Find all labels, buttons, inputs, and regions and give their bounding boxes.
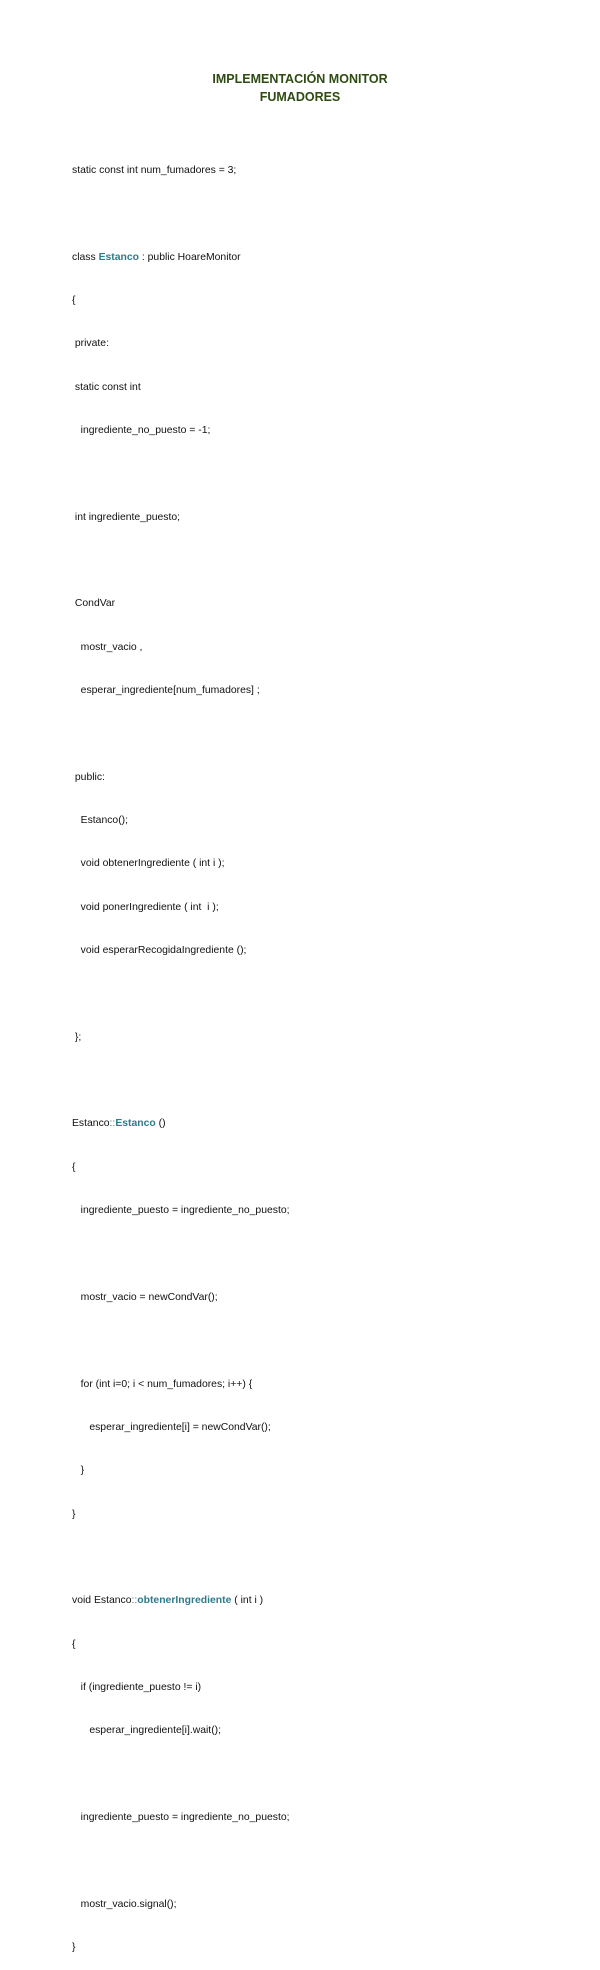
code-line-init-mostr-vacio: mostr_vacio = newCondVar(); (72, 1291, 218, 1303)
scope-class-name: Estanco (72, 1118, 110, 1130)
code-blank-line (72, 1551, 572, 1565)
class-inheritance: : public HoareMonitor (138, 251, 241, 263)
code-line-static-const: static const int (72, 381, 141, 393)
document-title-line-1: IMPLEMENTACIÓN MONITOR (212, 72, 388, 86)
code-listing (72, 135, 572, 1970)
code-line-constructor-decl: Estanco(); (72, 815, 129, 827)
class-keyword: class (72, 251, 99, 263)
code-line-close-method: } (72, 1942, 76, 1953)
constructor-name: Estanco (115, 1118, 156, 1130)
code-line-init-esperar: esperar_ingrediente[i] = newCondVar(); (72, 1421, 271, 1433)
constructor-params: () (155, 1118, 166, 1130)
code-line-poner-decl: void ponerIngrediente ( int i ); (72, 901, 219, 913)
code-line-condvar: CondVar (72, 598, 116, 610)
class-name-estanco: Estanco (98, 251, 139, 263)
code-line-ingrediente-puesto: int ingrediente_puesto; (72, 511, 181, 523)
code-line-init-ingrediente: ingrediente_puesto = ingrediente_no_puesto; (72, 1205, 290, 1217)
scope-operator: :: (131, 1595, 138, 1607)
return-and-class: void Estanco (72, 1595, 132, 1607)
code-line-for-loop: for (int i=0; i < num_fumadores; i++) { (72, 1378, 253, 1390)
code-line-private: private: (72, 338, 109, 350)
code-line-if-condition: if (ingrediente_puesto != i) (72, 1681, 202, 1693)
document-title-line-2: FUMADORES (259, 90, 341, 104)
code-line-reset-ingrediente: ingrediente_puesto = ingrediente_no_puesto; (72, 1811, 290, 1823)
code-blank-line (72, 554, 572, 568)
code-line-close-constructor: } (72, 1508, 76, 1520)
code-blank-line (72, 1074, 572, 1088)
code-blank-line (72, 1248, 572, 1262)
code-blank-line (72, 1854, 572, 1868)
code-blank-line (72, 207, 572, 221)
code-blank-line (72, 987, 572, 1001)
code-line-public: public: (72, 771, 105, 783)
code-line-open-brace: { (72, 1161, 76, 1173)
code-line-class-declaration (72, 251, 572, 265)
code-line-ingrediente-no-puesto: ingrediente_no_puesto = -1; (72, 424, 211, 436)
code-line-esperar-recogida-decl: void esperarRecogidaIngrediente (); (72, 945, 247, 957)
code-line-wait: esperar_ingrediente[i].wait(); (72, 1725, 222, 1737)
code-line-obtener-decl: void obtenerIngrediente ( int i ); (72, 858, 225, 870)
code-blank-line (72, 1334, 572, 1348)
code-blank-line (72, 467, 572, 481)
code-line-num-fumadores: static const int num_fumadores = 3; (72, 164, 237, 176)
code-line-constructor-def (72, 1117, 572, 1131)
scope-operator: :: (109, 1118, 116, 1130)
code-line-obtener-def (72, 1594, 572, 1608)
code-line-open-brace: { (72, 1638, 76, 1650)
code-line-close-for: } (72, 1465, 85, 1477)
code-line-esperar-ingrediente-decl: esperar_ingrediente[num_fumadores] ; (72, 685, 260, 697)
method-params: ( int i ) (231, 1595, 264, 1607)
code-blank-line (72, 1768, 572, 1782)
method-name-obtener: obtenerIngrediente (137, 1595, 232, 1607)
code-line-open-brace: { (72, 294, 76, 306)
code-line-close-class: }; (72, 1031, 82, 1043)
code-line-signal: mostr_vacio.signal(); (72, 1898, 177, 1910)
code-line-mostr-vacio: mostr_vacio , (72, 641, 143, 653)
code-blank-line (72, 727, 572, 741)
